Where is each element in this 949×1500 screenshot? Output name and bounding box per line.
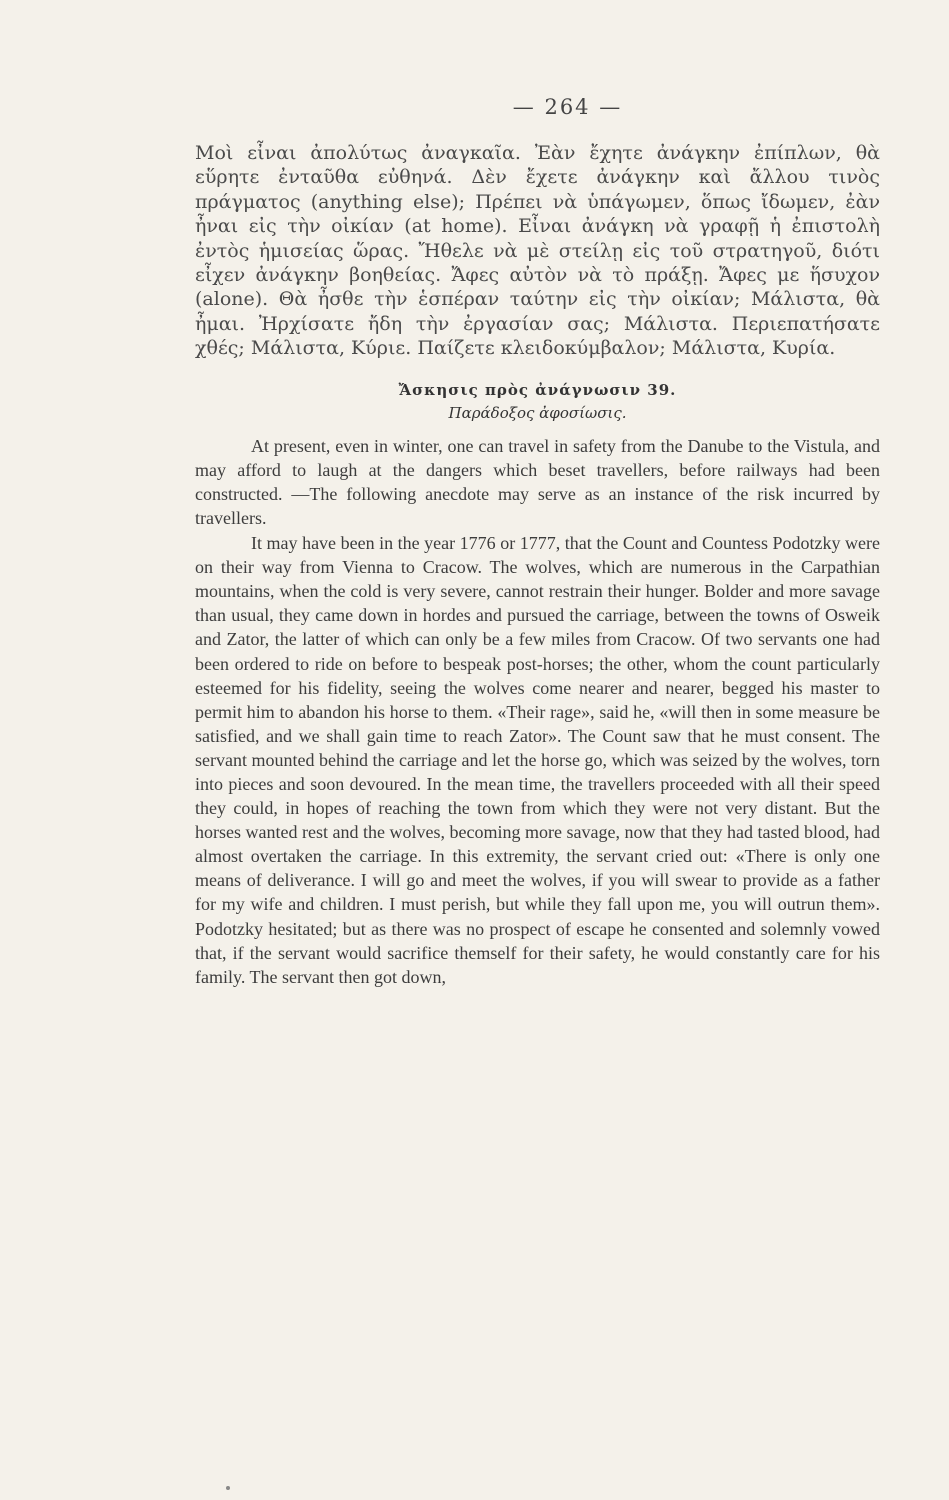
english-paragraph-1: At present, even in winter, one can travel in safety from the Danube to the Vistula, and may afford to laugh at the dangers which beset travellers, before railways had been constructed. —The following anecdote may serve as an instance of the risk incurred by travellers. — [195, 435, 880, 528]
book-page — [195, 95, 880, 989]
english-paragraph-2: It may have been in the year 1776 or 1777, that the Count and Countess Podotzky were on their way from Vienna to Cracow. The wolves, which are numerous in the Carpathian mountains, when the cold is very severe, cannot restrain their hunger. Bolder and more savage than usual, they came down in hordes and pursued the carriage, between the towns of Osweik and Zator, the latter of which can only be a few miles from Cracow. Of two servants one had been ordered to ride on before to bespeak post-horses; the other, whom the count particularly esteemed for his fidelity, seeing the wolves come nearer and nearer, begged his master to permit him to abandon his horse to them. «Their rage», said he, «will then in some measure be satisfied, and we shall gain time to reach Zator». The Count saw that he must consent. The servant mounted behind the carriage and let the horse go, which was seized by the wolves, torn into pieces and soon devoured. In the mean time, the travellers proceeded with all their speed they could, in hopes of reaching the town from which they were not very distant. But the horses wanted rest and the wolves, becoming more savage, now that they had tasted blood, had almost overtaken the carriage. In this extremity, the servant cried out: «There is only one means of deliverance. I will go and meet the wolves, if you will swear to provide as a father for my wife and children. I must perish, but while they fall upon me, you will outrun them». Podotzky hesitated; but as there was no prospect of escape he consented and solemnly vowed that, if the servant would sacrifice themself for their safety, he would constantly care for his family. The servant then got down, — [195, 533, 880, 987]
greek-exercise-paragraph: Μοὶ εἶναι ἀπολύτως ἀναγκαῖα. Ἐὰν ἔχητε ἀνάγκην ἐπίπλων, θὰ εὕρητε ἐνταῦθα εὐθηνά. Δὲν ἔχετε ἀνάγκην καὶ ἄλλου τινὸς πράγματος (anything else); Πρέπει νὰ ὑπάγωμεν, ὅπως ἴδωμεν, ἐὰν ἦναι εἰς τὴν οἰκίαν (at home). Εἶναι ἀνάγκη νὰ γραφῇ ἡ ἐπιστολὴ ἐντὸς ἡμισείας ὥρας. Ἤθελε νὰ μὲ στείλῃ εἰς τοῦ στρατηγοῦ, διότι εἶχεν ἀνάγκην βοηθείας. Ἄφες αὐτὸν νὰ τὸ πράξῃ. Ἄφες με ἥσυχον (alone). Θὰ ἦσθε τὴν ἑσπέραν ταύτην εἰς τὴν οἰκίαν; Μάλιστα, θὰ ἦμαι. Ἠρχίσατε ἤδη τὴν ἐργασίαν σας; Μάλιστα. Περιεπατήσατε χθές; Μάλιστα, Κύριε. Παίζετε κλειδοκύμβαλον; Μάλιστα, Κυρία. — [195, 142, 880, 360]
page-number: — 264 — — [512, 95, 623, 119]
page-speck — [226, 1486, 230, 1490]
exercise-subtitle: Παράδοξος ἀφοσίωσις. — [448, 403, 627, 422]
exercise-heading: Ἄσκησις πρὸς ἀνάγνωσιν 39. — [398, 380, 677, 399]
